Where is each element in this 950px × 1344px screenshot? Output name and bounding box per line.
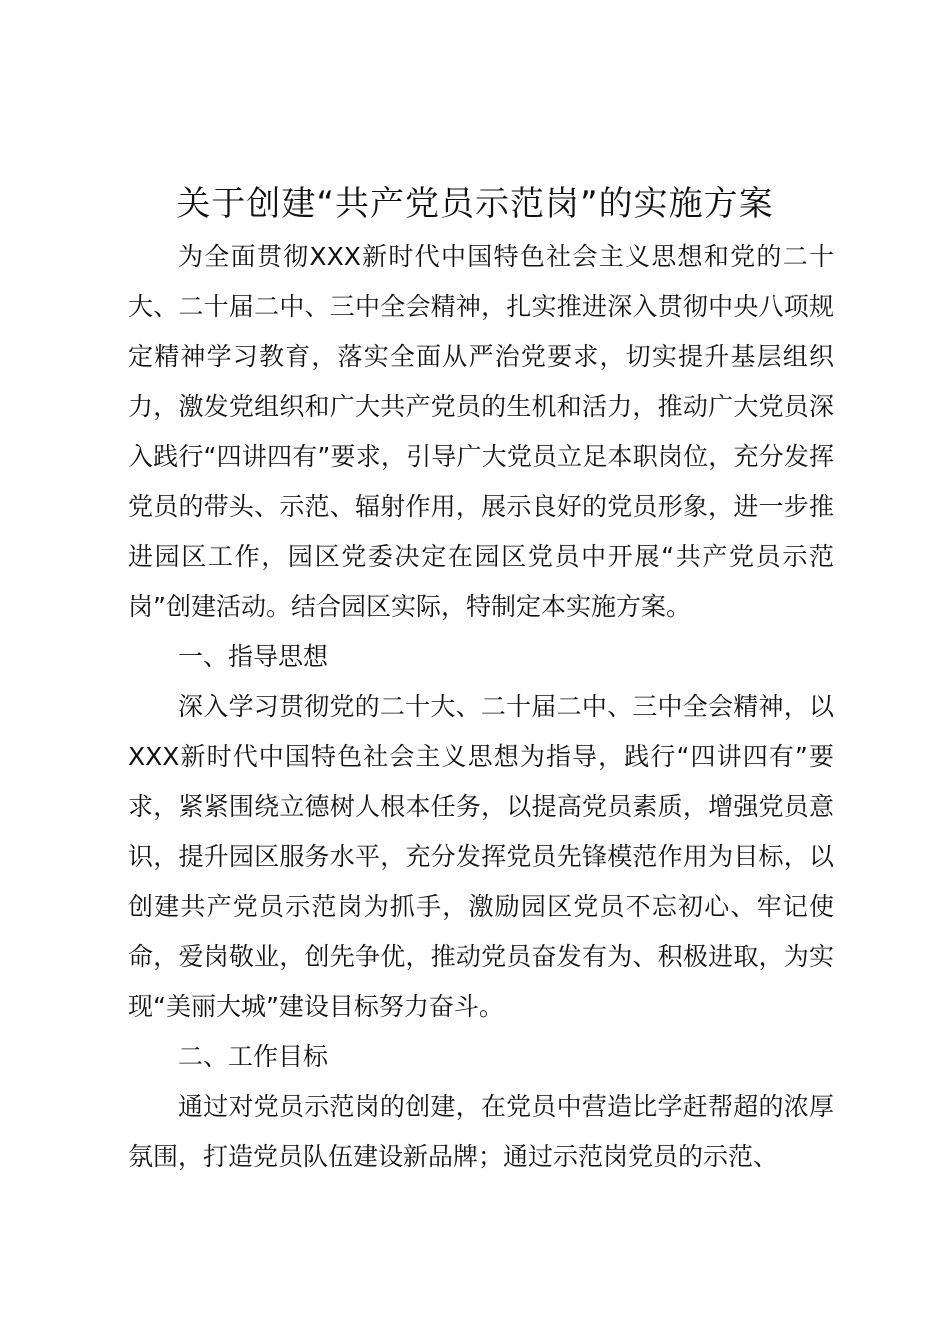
section-heading-guiding-ideology: 一、指导思想 (178, 642, 329, 671)
document-title: 关于创建“共产党员示范岗”的实施方案 (176, 184, 774, 224)
work-goals-paragraph: 通过对党员示范岗的创建，在党员中营造比学赶帮超的浓厚氛围，打造党员队伍建设新品牌；通过示范岗党员的示范、 (128, 1092, 834, 1171)
section-heading-work-goals: 二、工作目标 (178, 1042, 329, 1071)
intro-paragraph: 为全面贯彻XXX新时代中国特色社会主义思想和党的二十大、二十届二中、三中全会精神，扎实推进深入贯彻中央八项规定精神学习教育，落实全面从严治党要求，切实提升基层组织力，激发党组织和广大共产党员的生机和活力，推动广大党员深入践行“四讲四有”要求，引导广大党员立足本职岗位，充分发挥党员的带头、示范、辐射作用，展示良好的党员形象，进一步推进园区工作，园区党委决定在园区党员中开展“共产党员示范岗”创建活动。结合园区实际，特制定本实施方案。 (128, 242, 834, 621)
guiding-ideology-paragraph: 深入学习贯彻党的二十大、二十届二中、三中全会精神，以XXX新时代中国特色社会主义思想为指导，践行“四讲四有”要求，紧紧围绕立德树人根本任务，以提高党员素质，增强党员意识，提升园区服务水平，充分发挥党员先锋模范作用为目标，以创建共产党员示范岗为抓手，激励园区党员不忘初心、牢记使命，爱岗敬业，创先争优，推动党员奋发有为、积极进取，为实现“美丽大城”建设目标努力奋斗。 (128, 692, 834, 1021)
document-body (128, 232, 834, 1182)
